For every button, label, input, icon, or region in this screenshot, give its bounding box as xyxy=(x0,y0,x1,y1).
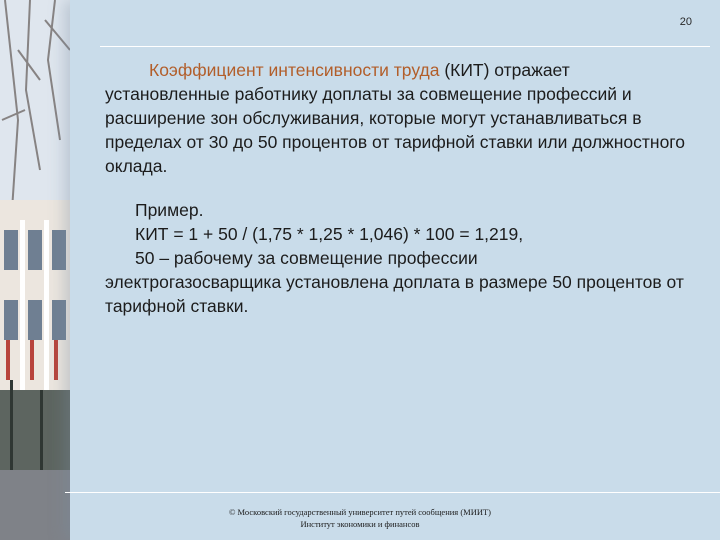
example-heading: Пример. xyxy=(135,200,204,220)
footer-institute: Институт экономики и финансов xyxy=(300,519,420,529)
example-formula: КИТ = 1 + 50 / (1,75 * 1,25 * 1,046) * 100 = 1,219, xyxy=(135,224,524,244)
slide-body xyxy=(105,58,695,318)
example-explanation-start: 50 – рабочему за совмещение профессии xyxy=(135,248,478,268)
header-divider xyxy=(100,46,710,47)
building-photo xyxy=(0,0,80,540)
footer-university: © Московский государственный университет путей сообщения (МИИТ) xyxy=(228,507,492,517)
definition-paragraph xyxy=(105,58,695,178)
example-explanation-rest: электрогазосварщика установлена доплата в размере 50 процентов от тарифной ставки. xyxy=(105,272,684,316)
term-highlight: Коэффициент интенсивности труда xyxy=(149,60,440,80)
footer-divider xyxy=(65,492,720,493)
slide-number: 20 xyxy=(679,16,692,28)
definition-text: (КИТ) отражает установленные работнику доплаты за совмещение профессий и расширение зон обслуживания, которые могут устанавливаться в пределах от 30 до 50 процентов от тарифной ставки или должностного оклада. xyxy=(105,60,686,176)
footer xyxy=(195,506,525,530)
example-paragraph xyxy=(105,198,695,318)
